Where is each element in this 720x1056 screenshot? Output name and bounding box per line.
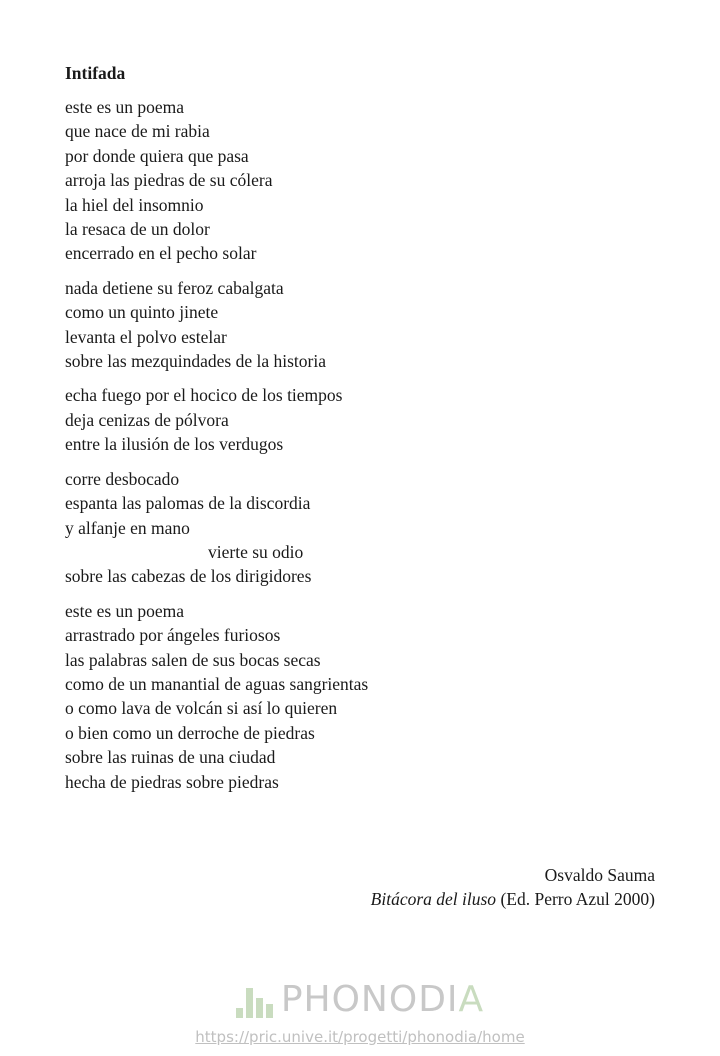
poem-title: Intifada [65, 63, 126, 83]
poem-line: o bien como un derroche de piedras [65, 722, 315, 743]
stanza-1 [65, 95, 625, 266]
stanza-4 [65, 467, 625, 589]
poem-line: arroja las piedras de su cólera [65, 170, 273, 191]
poem-line: las palabras salen de sus bocas secas [65, 649, 321, 670]
poem-body [65, 95, 625, 804]
poem-line: la hiel del insomnio [65, 194, 204, 215]
poem-line: corre desbocado [65, 468, 180, 489]
poem-line: sobre las ruinas de una ciudad [65, 747, 276, 768]
poem-line: este es un poema [65, 600, 185, 621]
source-citation [371, 887, 655, 911]
poem-line: sobre las cabezas de los dirigidores [65, 566, 312, 587]
footer-link[interactable]: https://pric.unive.it/progetti/phonodia/home [195, 1028, 525, 1046]
stanza-3 [65, 383, 625, 456]
attribution [371, 863, 655, 911]
poem-line: entre la ilusión de los verdugos [65, 434, 284, 455]
poem-line: levanta el polvo estelar [65, 326, 227, 347]
poem-line: hecha de piedras sobre piedras [65, 771, 279, 792]
poem-line: como de un manantial de aguas sangrientas [65, 673, 369, 694]
stanza-5 [65, 599, 625, 794]
poem-line: la resaca de un dolor [65, 219, 210, 240]
phonodia-logo [0, 979, 720, 1022]
logo-wordmark: PHONODIA [280, 979, 485, 1020]
poem-line: encerrado en el pecho solar [65, 243, 257, 264]
poem-line: echa fuego por el hocico de los tiempos [65, 385, 343, 406]
poem-line: sobre las mezquindades de la historia [65, 351, 326, 372]
poem-line: o como lava de volcán si así lo quieren [65, 698, 338, 719]
stanza-2 [65, 276, 625, 374]
poem-line: deja cenizas de pólvora [65, 409, 229, 430]
poem-line-indented: vierte su odio [208, 541, 304, 562]
author-name: Osvaldo Sauma [544, 865, 655, 885]
poem-line: espanta las palomas de la discordia [65, 493, 311, 514]
book-title: Bitácora del iluso [370, 889, 497, 909]
poem-line: este es un poema [65, 97, 185, 117]
poem-line: por donde quiera que pasa [65, 145, 249, 166]
poem-line: y alfanje en mano [65, 517, 190, 538]
publication-info: (Ed. Perro Azul 2000) [496, 889, 655, 909]
poem-line: nada detiene su feroz cabalgata [65, 277, 284, 298]
poem-line: arrastrado por ángeles furiosos [65, 625, 281, 646]
poem-line: que nace de mi rabia [65, 121, 210, 142]
bar-chart-icon [236, 984, 273, 1018]
poem-line: como un quinto jinete [65, 302, 219, 323]
